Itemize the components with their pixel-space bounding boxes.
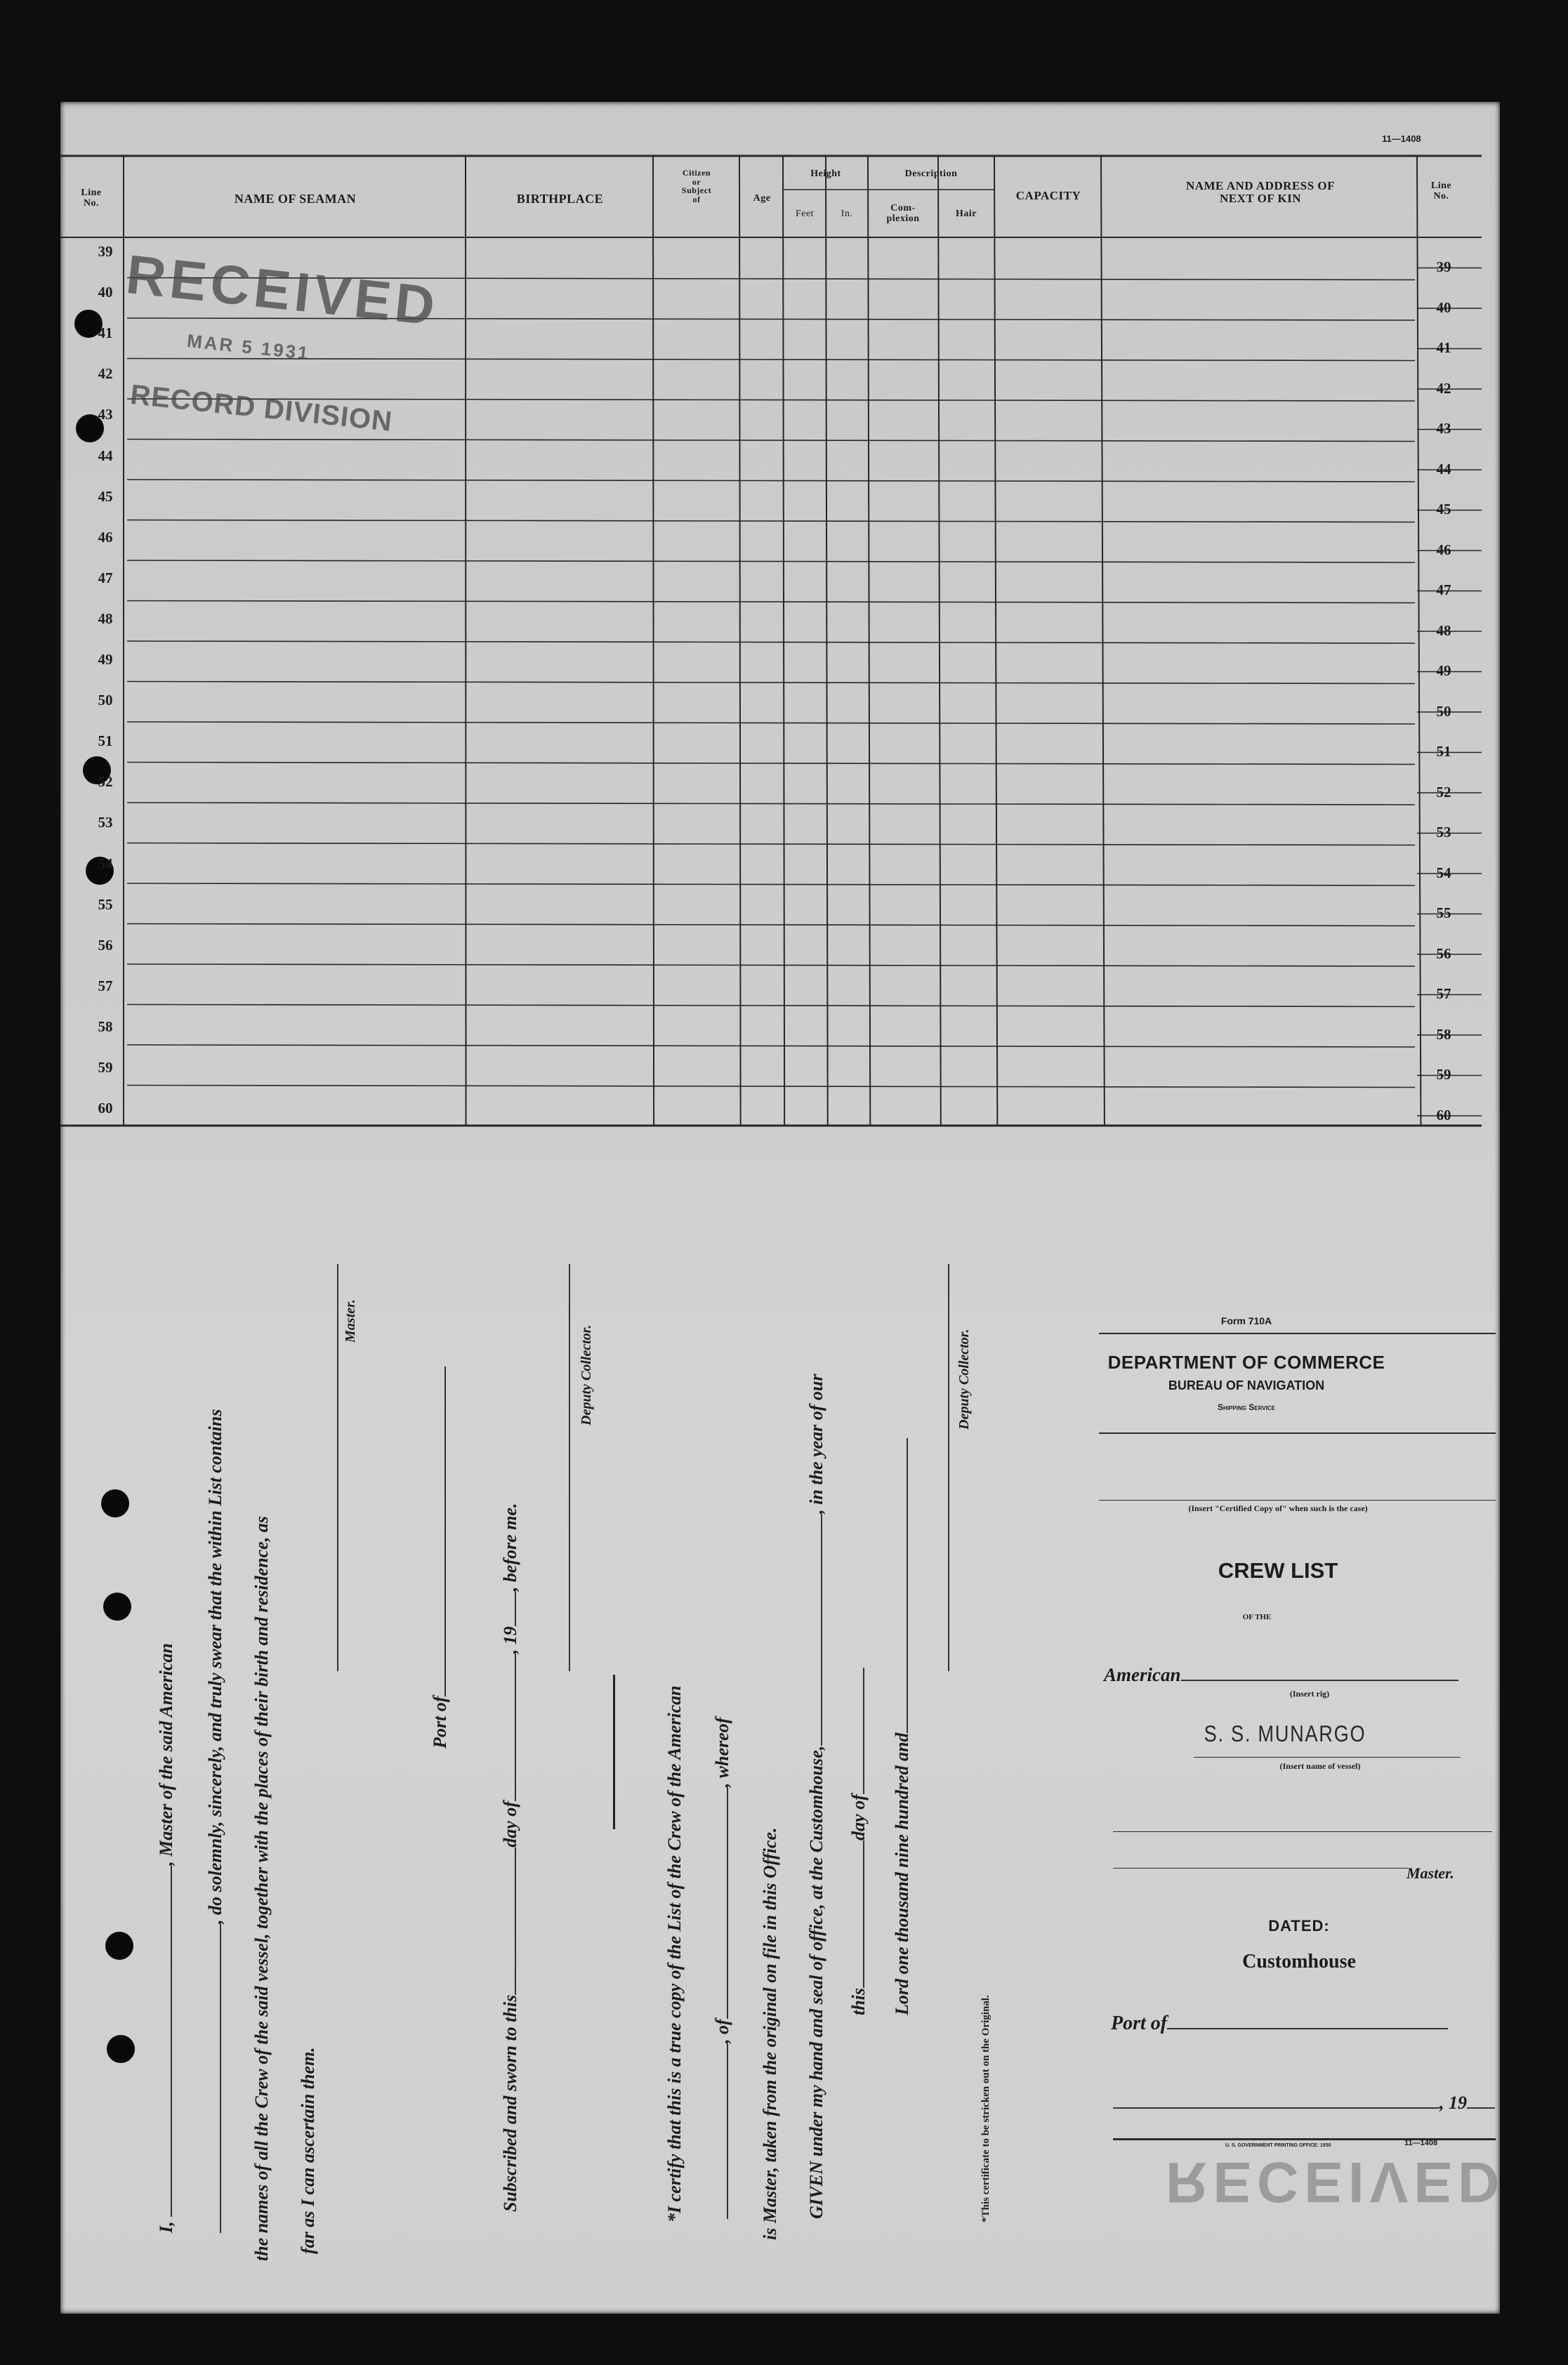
cover-insert-vessel: (Insert name of vessel) [1279, 1761, 1361, 1771]
right-line-number: 60 [1436, 1106, 1451, 1124]
right-line-number: 41 [1436, 339, 1451, 356]
header-hair: Hair [956, 209, 977, 219]
cover-vessel-line [1194, 1757, 1461, 1758]
right-line-number: 50 [1436, 702, 1451, 720]
right-line-number: 52 [1436, 783, 1451, 801]
oath-deputy-collector: Deputy Collector. [579, 1324, 594, 1425]
cover-port-of: Port of [1111, 2012, 1448, 2035]
left-line-number: 49 [98, 651, 113, 668]
cover-year: , 19 [1113, 2093, 1495, 2114]
right-line-number: 48 [1436, 621, 1451, 639]
left-line-number: 50 [98, 692, 113, 709]
header-inches: In. [841, 209, 853, 219]
right-line-number: 51 [1436, 743, 1451, 760]
cover-insert-rig: (Insert rig) [1289, 1689, 1330, 1699]
form-code-bottom: 11—1408 [1404, 2139, 1438, 2147]
certificate-line-2: , of, whereof [712, 1718, 733, 2219]
cover-form-number: Form 710A [1220, 1315, 1272, 1326]
certificate-line-6: Lord one thousand nine hundred and [892, 1438, 913, 2015]
left-line-number: 39 [98, 243, 113, 260]
header-next-of-kin: NAME AND ADDRESS OF NEXT OF KIN [1185, 179, 1336, 205]
oath-master: Master. [343, 1299, 358, 1343]
received-stamp: RECEIVED [123, 242, 442, 338]
left-line-number: 47 [98, 569, 113, 586]
cover-customhouse: Customhouse [1242, 1951, 1356, 1972]
left-line-number: 43 [98, 406, 113, 423]
left-line-number: 56 [98, 936, 113, 954]
cover-department: DEPARTMENT OF COMMERCE [1107, 1352, 1385, 1373]
cover-blank-line [1113, 1831, 1492, 1832]
cover-vessel-name: S. S. MUNARGO [1204, 1721, 1366, 1746]
left-line-number: 59 [98, 1059, 113, 1076]
punch-hole [101, 1489, 129, 1517]
left-line-number: 44 [98, 447, 113, 464]
right-line-number: 56 [1436, 944, 1451, 962]
header-citizen: Citizen or Subject of [681, 168, 712, 204]
deputy-signature-line-2 [948, 1264, 949, 1671]
cover-printing: U. S. GOVERNMENT PRINTING OFFICE: 1930 [1225, 2143, 1331, 2148]
left-line-number: 54 [98, 855, 113, 872]
left-line-number: 48 [98, 610, 113, 627]
oath-port-of: Port of [430, 1366, 451, 1748]
right-line-number: 43 [1436, 420, 1451, 437]
punch-hole [107, 2035, 135, 2063]
oath-line-3: the names of all the Crew of the said vessel, together with the places of their birth and residence, as [251, 1516, 272, 2261]
form-code-top: 11—1408 [1382, 133, 1421, 144]
cover-service: Shipping Service [1218, 1402, 1275, 1412]
right-line-number: 40 [1436, 298, 1451, 316]
received-stamp-date: MAR 5 1931 [185, 330, 312, 364]
right-line-number: 45 [1436, 501, 1451, 518]
cover-of-the: OF THE [1242, 1613, 1272, 1621]
left-line-number: 58 [98, 1017, 113, 1035]
left-line-number: 57 [98, 977, 113, 994]
header-line-no-left: Line No. [81, 187, 102, 209]
left-line-number: 55 [98, 895, 113, 913]
punch-hole [105, 1932, 133, 1960]
header-name-of-seaman: NAME OF SEAMAN [234, 192, 357, 206]
certificate-deputy-collector: Deputy Collector. [956, 1329, 972, 1430]
separator-line [613, 1675, 615, 1829]
left-line-number: 52 [98, 773, 113, 791]
cover-certified-note: (Insert "Certified Copy of" when such is the case) [1188, 1503, 1368, 1513]
certificate-line-4: GIVEN under my hand and seal of office, at the Customhouse,, in the year of our [806, 1373, 826, 2219]
oath-subscribed: Subscribed and sworn to thisday of, 19, before me. [500, 1503, 520, 2212]
left-line-number: 45 [98, 487, 113, 505]
left-line-number: 42 [98, 365, 113, 383]
left-line-number: 51 [98, 732, 113, 750]
right-line-number: 58 [1436, 1025, 1451, 1043]
cover-bureau: BUREAU OF NAVIGATION [1168, 1378, 1325, 1392]
header-feet: Feet [795, 209, 815, 219]
header-complexion: Com- plexion [886, 203, 920, 224]
cover-master-line [1113, 1868, 1408, 1869]
right-line-number: 57 [1436, 985, 1451, 1002]
deputy-signature-line [569, 1264, 570, 1671]
right-line-number: 47 [1436, 581, 1451, 598]
right-line-number: 46 [1436, 541, 1451, 558]
header-capacity: CAPACITY [1015, 189, 1081, 202]
header-line-no-right: Line No. [1430, 180, 1452, 202]
left-line-number: 60 [98, 1100, 113, 1117]
cover-rule-top [1099, 1333, 1496, 1334]
left-line-number: 46 [98, 528, 113, 546]
right-line-number: 55 [1436, 904, 1451, 921]
left-line-number: 41 [98, 324, 113, 342]
certificate-line-3: is Master, taken from the original on file in this Office. [760, 1827, 780, 2240]
header-height: Height [810, 169, 841, 179]
right-line-number: 54 [1436, 864, 1451, 881]
certificate-footnote: *This certificate to be stricken out on the Original. [980, 1995, 991, 2222]
cover-dated: DATED: [1268, 1917, 1330, 1935]
right-line-number: 42 [1436, 379, 1451, 397]
certificate-line-1: *I certify that this is a true copy of the List of the Crew of the American [664, 1685, 685, 2222]
right-line-number: 39 [1436, 258, 1451, 275]
cover-master: Master. [1406, 1864, 1454, 1882]
right-line-number: 59 [1436, 1066, 1451, 1083]
cover-american: American [1104, 1664, 1458, 1686]
cover-title: CREW LIST [1218, 1558, 1338, 1583]
cover-rule-2 [1099, 1432, 1496, 1434]
certificate-line-5: thisday of [848, 1668, 869, 2015]
left-line-number: 53 [98, 814, 113, 831]
right-line-number: 49 [1436, 662, 1451, 679]
cover-rule-bottom [1113, 2138, 1496, 2140]
master-signature-line [337, 1264, 338, 1671]
header-birthplace: BIRTHPLACE [516, 192, 604, 206]
header-description: Description [904, 169, 958, 179]
right-line-number: 44 [1436, 460, 1451, 477]
right-line-number: 53 [1436, 824, 1451, 841]
left-line-number: 40 [98, 284, 113, 301]
cover-certified-line [1099, 1500, 1496, 1501]
bleed-through-stamp: RECEIVED [1166, 2150, 1506, 2214]
oath-line-1: I, , Master of the said American [156, 1643, 176, 2233]
oath-line-2: , do solemnly, sincerely, and truly swear that the within List contains [205, 1409, 226, 2233]
header-age: Age [753, 193, 771, 204]
punch-hole [103, 1593, 131, 1621]
oath-line-4: far as I can ascertain them. [298, 2047, 318, 2254]
record-division-stamp: RECORD DIVISION [129, 379, 394, 437]
